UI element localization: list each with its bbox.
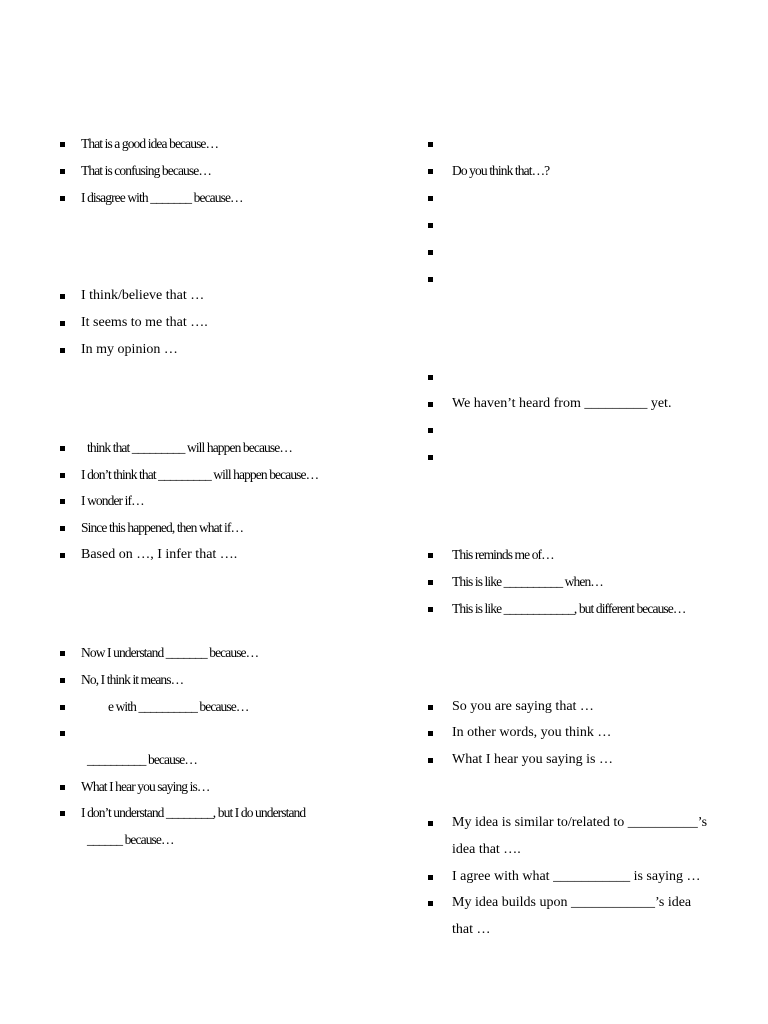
bullet-icon	[60, 705, 65, 710]
sentence-stem: Since this happened, then what if…	[81, 520, 244, 535]
bullet-icon	[428, 428, 433, 433]
sentence-stem: I don’t think that _________ will happen because…	[81, 467, 319, 482]
sentence-stem: That is a good idea because…	[81, 136, 219, 151]
bullet-icon	[428, 142, 433, 147]
sentence-stem: e with __________ because…	[108, 699, 249, 714]
sentence-stem: So you are saying that …	[452, 699, 594, 714]
sentence-stem: This is like ____________, but different because…	[452, 601, 686, 616]
bullet-icon	[60, 678, 65, 683]
sentence-stem: ______ because…	[87, 832, 174, 847]
bullet-icon	[428, 875, 433, 880]
bullet-icon	[60, 499, 65, 504]
bullet-icon	[428, 277, 433, 282]
sentence-stem: That is confusing because…	[81, 163, 211, 178]
bullet-icon	[428, 553, 433, 558]
sentence-stem: It seems to me that ….	[81, 315, 208, 330]
sentence-stem: In my opinion …	[81, 342, 178, 357]
bullet-icon	[428, 821, 433, 826]
bullet-icon	[428, 375, 433, 380]
bullet-icon	[428, 402, 433, 407]
sentence-stem: Based on …, I infer that ….	[81, 547, 238, 562]
bullet-icon	[60, 294, 65, 299]
sentence-stem: I think/believe that …	[81, 288, 205, 303]
sentence-stem: This is like __________ when…	[452, 574, 603, 589]
bullet-icon	[428, 250, 433, 255]
bullet-icon	[60, 169, 65, 174]
bullet-icon	[428, 169, 433, 174]
bullet-icon	[60, 196, 65, 201]
bullet-icon	[60, 473, 65, 478]
sentence-stem: I agree with what ___________ is saying …	[452, 869, 701, 884]
bullet-icon	[428, 607, 433, 612]
bullet-icon	[60, 731, 65, 736]
bullet-icon	[60, 651, 65, 656]
bullet-icon	[60, 446, 65, 451]
sentence-stem: that …	[452, 922, 491, 937]
sentence-stem: I disagree with _______ because…	[81, 190, 243, 205]
bullet-icon	[428, 223, 433, 228]
sentence-stem: I wonder if…	[81, 493, 144, 508]
bullet-icon	[60, 553, 65, 558]
sentence-stem: __________ because…	[87, 752, 197, 767]
sentence-stem: Do you think that…?	[452, 163, 550, 178]
sentence-stem: Now I understand _______ because…	[81, 645, 259, 660]
sentence-stem: idea that ….	[452, 842, 521, 857]
sentence-stem: My idea is similar to/related to __________’s	[452, 815, 708, 830]
bullet-icon	[428, 705, 433, 710]
bullet-icon	[60, 526, 65, 531]
bullet-icon	[60, 785, 65, 790]
sentence-stem: We haven’t heard from _________ yet.	[452, 396, 672, 411]
sentence-stem: What I hear you saying is …	[452, 752, 613, 767]
sentence-stem: No, I think it means…	[81, 672, 184, 687]
bullet-icon	[60, 142, 65, 147]
sentence-stem: I don’t understand ________, but I do understand	[81, 805, 306, 820]
bullet-icon	[428, 758, 433, 763]
bullet-icon	[428, 196, 433, 201]
sentence-stem: What I hear you saying is…	[81, 779, 210, 794]
sentence-stem: This reminds me of…	[452, 547, 554, 562]
bullet-icon	[60, 811, 65, 816]
bullet-icon	[428, 901, 433, 906]
bullet-icon	[60, 321, 65, 326]
sentence-stem: In other words, you think …	[452, 725, 612, 740]
bullet-icon	[428, 731, 433, 736]
sentence-stem: think that _________ will happen because…	[87, 440, 292, 455]
bullet-icon	[428, 455, 433, 460]
bullet-icon	[60, 348, 65, 353]
bullet-icon	[428, 580, 433, 585]
sentence-stem: My idea builds upon ____________’s idea	[452, 895, 692, 910]
